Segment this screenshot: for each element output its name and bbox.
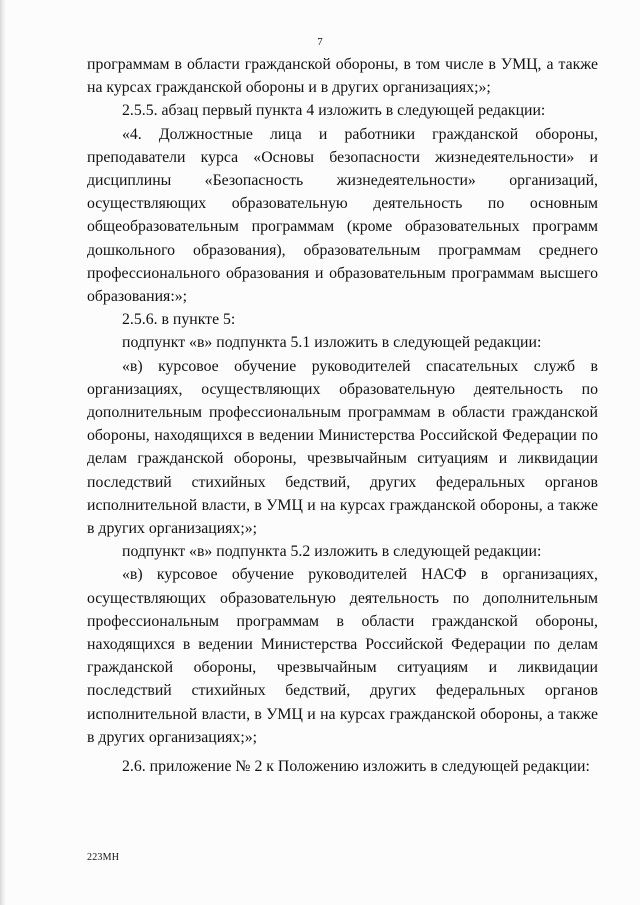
paragraph-subitem-5-1-heading: подпункт «в» подпункта 5.1 изложить в следующей редакции: [122, 334, 542, 352]
paragraph-2-6: 2.6. приложение № 2 к Положению изложить в следующей редакции: [122, 758, 590, 776]
footer-document-code: 223МН [87, 852, 120, 863]
paragraph-2-5-6: 2.5.6. в пункте 5: [122, 311, 236, 329]
paragraph-subitem-5-2-heading: подпункт «в» подпункта 5.2 изложить в следующей редакции: [122, 543, 542, 561]
paragraph-continuation: программам в области гражданской обороны, в том числе в УМЦ, а также на курсах гражданской обороны и в других организациях;»; [87, 56, 598, 97]
paragraph-2-5-5: 2.5.5. абзац первый пункта 4 изложить в следующей редакции: [122, 102, 546, 120]
page-number: 7 [317, 36, 323, 48]
paragraph-item-4: «4. Должностные лица и работники гражданской обороны, преподаватели курса «Основы безопасности жизнедеятельности» и дисциплины «Безопасность жизнедеятельности» организаций, осуществляющих образовательную деятельность по основным общеобразовательным программам (кроме образовательных программ дошкольного образования), образовательным программам среднего профессионального образования и образовательным программам высшего образования:»; [87, 125, 598, 306]
scan-edge-shadow [0, 0, 6, 905]
paragraph-subitem-5-2-text: «в) курсовое обучение руководителей НАСФ в организациях, осуществляющих образовательную деятельность по дополнительным профессиональным программам в области гражданской обороны, находящихся в ведении Министерства Российской Федерации по делам гражданской обороны, чрезвычайным ситуациям и ликвидации последствий стихийных бедствий, других федеральных органов исполнительной власти, в УМЦ и на курсах гражданской обороны, а также в других организациях;»; [87, 566, 598, 746]
paragraph-subitem-5-1-text: «в) курсовое обучение руководителей спасательных служб в организациях, осуществляющих образовательную деятельность по дополнительным профессиональным программам в области гражданской обороны, находящихся в ведении Министерства Российской Федерации по делам гражданской обороны, чрезвычайным ситуациям и ликвидации последствий стихийных бедствий, других федеральных органов исполнительной власти, в УМЦ и на курсах гражданской обороны, а также в других организациях;»; [87, 357, 598, 538]
document-body [87, 53, 598, 778]
